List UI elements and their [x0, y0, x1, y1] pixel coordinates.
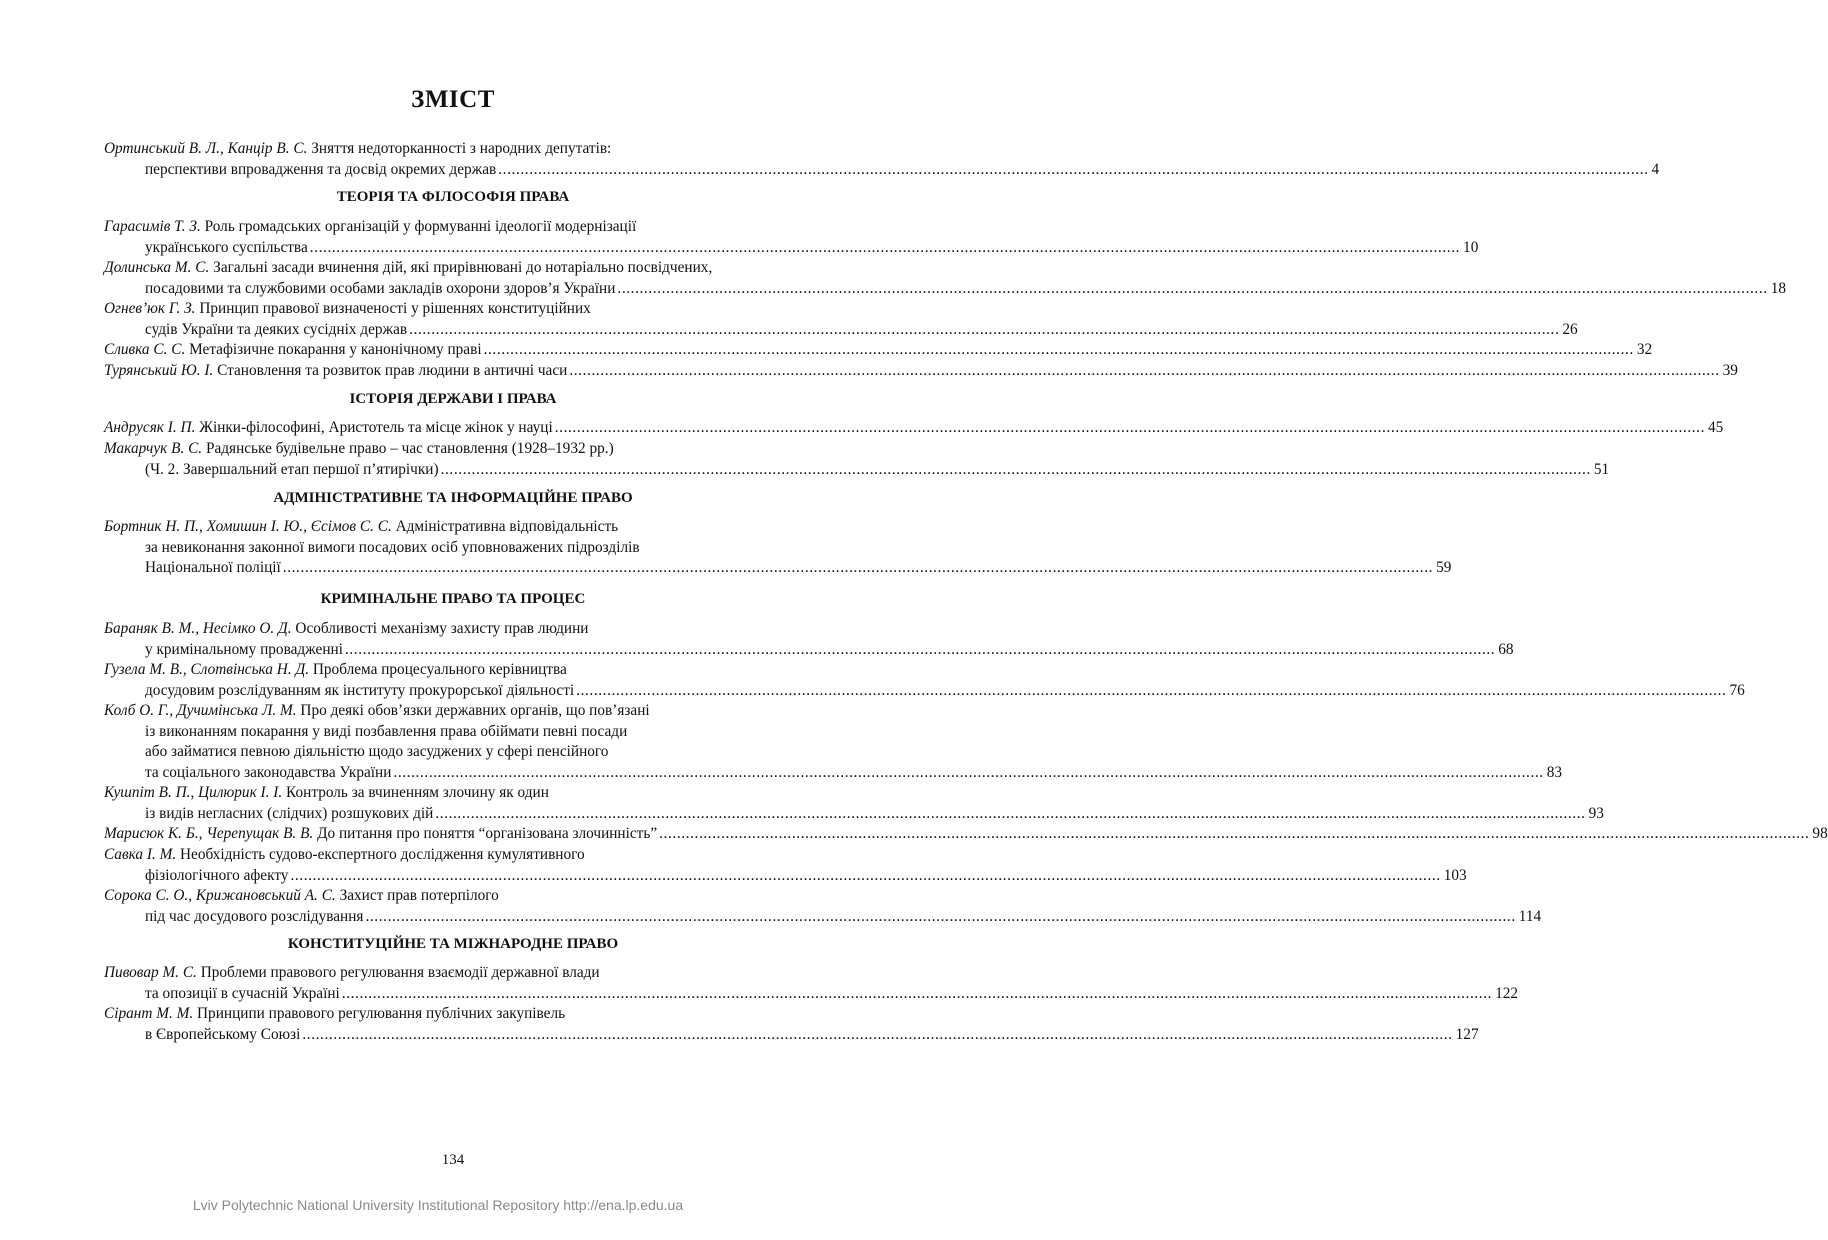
entry-page-number: 51 — [1593, 460, 1610, 478]
entry-authors: Бортник Н. П., Хомишин І. Ю., Єсімов С. С. — [104, 518, 392, 535]
entry-title-text: у кримінальному провадженні — [145, 640, 343, 658]
dot-leader: .................................................................................................................................................................................................................................................................... — [569, 362, 1720, 379]
entry-page-number: 83 — [1546, 763, 1563, 781]
dot-leader: .................................................................................................................................................................................................................................................................... — [409, 320, 1560, 338]
entry-page-number: 76 — [1729, 681, 1745, 699]
entry-page-number: 39 — [1722, 362, 1738, 379]
toc-entry-line — [145, 804, 1604, 824]
entry-title-text: Адміністративна відповідальність — [395, 518, 619, 535]
entry-authors: Сливка С. С. — [104, 341, 186, 358]
toc-entry-line — [145, 460, 1610, 480]
toc-entry-line — [104, 418, 1724, 438]
entry-title-text: Загальні засади вчинення дій, які прирівнювані до нотаріально посвідчених, — [213, 259, 713, 276]
toc-entry-line — [104, 660, 802, 680]
entry-title-text: українського суспільства — [145, 238, 308, 256]
entry-title-text: фізіологічного афекту — [145, 866, 289, 884]
entry-page-number: 68 — [1498, 640, 1514, 658]
entry-title-text: Принцип правової визначеності у рішеннях конституційних — [199, 300, 591, 317]
entry-authors: Сірант М. М. — [104, 1005, 194, 1022]
dot-leader: .................................................................................................................................................................................................................................................................... — [554, 419, 1706, 436]
toc-entry-line — [145, 722, 802, 742]
dot-leader: .................................................................................................................................................................................................................................................................... — [617, 279, 1768, 297]
entry-title-text: Контроль за вчиненням злочину як один — [286, 784, 549, 801]
entry-page-number: 18 — [1770, 279, 1786, 297]
dot-leader: .................................................................................................................................................................................................................................................................... — [309, 238, 1461, 256]
toc-entry-line — [145, 763, 1563, 783]
entry-authors: Ортинський В. Л., Канцір В. С. — [104, 140, 308, 157]
toc-entry-line — [104, 783, 802, 803]
toc-entry-line — [104, 963, 802, 983]
entry-title-text: Радянське будівельне право – час становлення (1928–1932 рр.) — [205, 440, 614, 457]
entry-page-number: 45 — [1708, 419, 1724, 436]
dot-leader: .................................................................................................................................................................................................................................................................... — [435, 804, 1586, 822]
toc-entry-line — [145, 1025, 1479, 1045]
toc-entry-line — [145, 681, 1745, 701]
entry-title-text: До питання про поняття “організована злочинність” — [317, 825, 658, 842]
toc-entry-line — [145, 160, 1660, 180]
toc-entry-line — [104, 258, 802, 278]
entry-title-text: із виконанням покарання у виді позбавлення права обіймати певні посади — [145, 722, 628, 740]
entry-page-number: 98 — [1812, 825, 1828, 842]
toc-entry-line — [104, 701, 802, 721]
toc-entry-line — [104, 517, 802, 537]
entry-title-text: Становлення та розвиток прав людини в античні часи — [217, 362, 568, 379]
entry-title-text: Захист прав потерпілого — [339, 887, 499, 904]
toc-entry-line — [104, 439, 802, 459]
entry-title-text: Роль громадських організацій у формуванні ідеології модернізації — [204, 218, 637, 235]
dot-leader: .................................................................................................................................................................................................................................................................... — [282, 559, 1434, 576]
entry-authors: Турянський Ю. І. — [104, 362, 214, 379]
page-title: ЗМІСТ — [411, 86, 495, 113]
toc-entry-line — [145, 866, 1467, 886]
toc-entry-line — [145, 238, 1479, 258]
dot-leader: .................................................................................................................................................................................................................................................................... — [576, 681, 1727, 699]
toc-entry-line — [145, 538, 802, 558]
toc-entry-line — [104, 361, 1738, 381]
entry-title-text: та соціального законодавства України — [145, 763, 392, 781]
toc-entry-line — [104, 139, 802, 159]
entry-authors: Долинська М. С. — [104, 259, 210, 276]
entry-title-text: в Європейському Союзі — [145, 1025, 301, 1043]
toc-entry-line — [145, 640, 1514, 660]
entry-title-text: Принципи правового регулювання публічних закупівель — [197, 1005, 566, 1022]
entry-title-text: під час досудового розслідування — [145, 907, 364, 925]
entry-authors: Огнев’юк Г. З. — [104, 300, 196, 317]
entry-authors: Сорока С. О., Крижановський А. С. — [104, 887, 336, 904]
dot-leader: .................................................................................................................................................................................................................................................................... — [290, 866, 1441, 884]
entry-title-text: Національної поліції — [145, 559, 281, 576]
entry-title-text: Особливості механізму захисту прав людини — [295, 620, 589, 637]
entry-authors: Гузела М. В., Слотвінська Н. Д. — [104, 661, 310, 678]
entry-authors: Колб О. Г., Дучимінська Л. М. — [104, 702, 297, 719]
entry-title-text: Про деякі обов’язки державних органів, що пов’язані — [300, 702, 650, 719]
entry-page-number: 122 — [1495, 984, 1519, 1002]
section-heading: КРИМІНАЛЬНЕ ПРАВО ТА ПРОЦЕС — [320, 591, 586, 607]
toc-entry-line — [145, 320, 1578, 340]
toc-entry-line — [104, 845, 802, 865]
entry-title-text: досудовим розслідуванням як інституту прокурорської діяльності — [145, 681, 575, 699]
entry-page-number: 4 — [1651, 160, 1660, 178]
entry-page-number: 114 — [1518, 907, 1542, 925]
toc-entry-line — [104, 217, 802, 237]
entry-authors: Кушпіт В. П., Цилюрик І. І. — [104, 784, 283, 801]
section-heading: КОНСТИТУЦІЙНЕ ТА МІЖНАРОДНЕ ПРАВО — [287, 936, 619, 952]
entry-authors: Андрусяк І. П. — [104, 419, 196, 436]
entry-page-number: 103 — [1443, 866, 1467, 884]
entry-page-number: 26 — [1562, 320, 1578, 338]
entry-page-number: 32 — [1636, 341, 1653, 358]
toc-entry-line — [104, 886, 802, 906]
entry-title-text: або займатися певною діяльністю щодо засуджених у сфері пенсійного — [145, 743, 609, 760]
entry-page-number: 127 — [1455, 1025, 1479, 1043]
toc-entry-line — [104, 1004, 802, 1024]
entry-title-text: за невиконання законної вимоги посадових осіб уповноважених підрозділів — [145, 538, 640, 556]
toc-entry-line — [145, 558, 1452, 578]
section-heading: АДМІНІСТРАТИВНЕ ТА ІНФОРМАЦІЙНЕ ПРАВО — [273, 490, 633, 506]
entry-authors: Пивовар М. С. — [104, 964, 197, 981]
repository-footer: Lviv Polytechnic National University Institutional Repository http://ena.lp.edu.ua — [192, 1197, 684, 1213]
entry-title-text: Метафізичне покарання у канонічному праві — [189, 341, 482, 358]
entry-title-text: (Ч. 2. Завершальний етап першої п’ятирічки) — [145, 460, 439, 478]
entry-page-number: 59 — [1436, 559, 1452, 576]
entry-title-text: перспективи впровадження та досвід окремих держав — [145, 160, 497, 178]
page-number: 134 — [441, 1152, 465, 1168]
entry-title-text: та опозиції в сучасній Україні — [145, 984, 340, 1002]
dot-leader: .................................................................................................................................................................................................................................................................... — [344, 640, 1496, 658]
dot-leader: .................................................................................................................................................................................................................................................................... — [302, 1025, 1453, 1043]
toc-entry-line — [104, 299, 802, 319]
toc-entry-line — [145, 279, 1786, 299]
toc-entry-line — [145, 984, 1519, 1004]
toc-entry-line — [145, 907, 1542, 927]
entry-title-text: Проблема процесуального керівництва — [312, 661, 567, 678]
entry-title-text: Жінки-філософині, Аристотель та місце жінок у науці — [199, 419, 553, 436]
entry-authors: Марисюк К. Б., Черепущак В. В. — [104, 825, 314, 842]
entry-authors: Савка І. М. — [104, 846, 177, 863]
section-heading: ІСТОРІЯ ДЕРЖАВИ І ПРАВА — [349, 391, 557, 407]
entry-title-text: Необхідність судово-експертного дослідження кумулятивного — [179, 846, 585, 863]
toc-entry-line — [145, 742, 802, 762]
toc-entry-line — [104, 619, 802, 639]
entry-authors: Макарчук В. С. — [104, 440, 203, 457]
entry-title-text: судів України та деяких сусідніх держав — [145, 320, 408, 338]
dot-leader: .................................................................................................................................................................................................................................................................... — [498, 160, 1649, 178]
toc-entry-line — [104, 824, 1828, 844]
section-heading: ТЕОРІЯ ТА ФІЛОСОФІЯ ПРАВА — [336, 189, 570, 205]
dot-leader: .................................................................................................................................................................................................................................................................... — [365, 907, 1516, 925]
dot-leader: .................................................................................................................................................................................................................................................................... — [393, 763, 1544, 781]
entry-authors: Гарасимів Т. З. — [104, 218, 201, 235]
entry-page-number: 10 — [1463, 238, 1479, 256]
dot-leader: .................................................................................................................................................................................................................................................................... — [341, 984, 1493, 1002]
entry-title-text: посадовими та службовими особами закладів охорони здоров’я України — [145, 279, 616, 297]
dot-leader: .................................................................................................................................................................................................................................................................... — [659, 825, 1810, 842]
entry-authors: Бараняк В. М., Несімко О. Д. — [104, 620, 292, 637]
entry-title-text: Зняття недоторканності з народних депутатів: — [311, 140, 612, 157]
entry-page-number: 93 — [1588, 804, 1604, 822]
toc-entry-line — [104, 340, 1653, 360]
entry-title-text: Проблеми правового регулювання взаємодії державної влади — [200, 964, 600, 981]
entry-title-text: із видів негласних (слідчих) розшукових дій — [145, 804, 434, 822]
dot-leader: .................................................................................................................................................................................................................................................................... — [440, 460, 1591, 478]
dot-leader: .................................................................................................................................................................................................................................................................... — [483, 341, 1634, 358]
